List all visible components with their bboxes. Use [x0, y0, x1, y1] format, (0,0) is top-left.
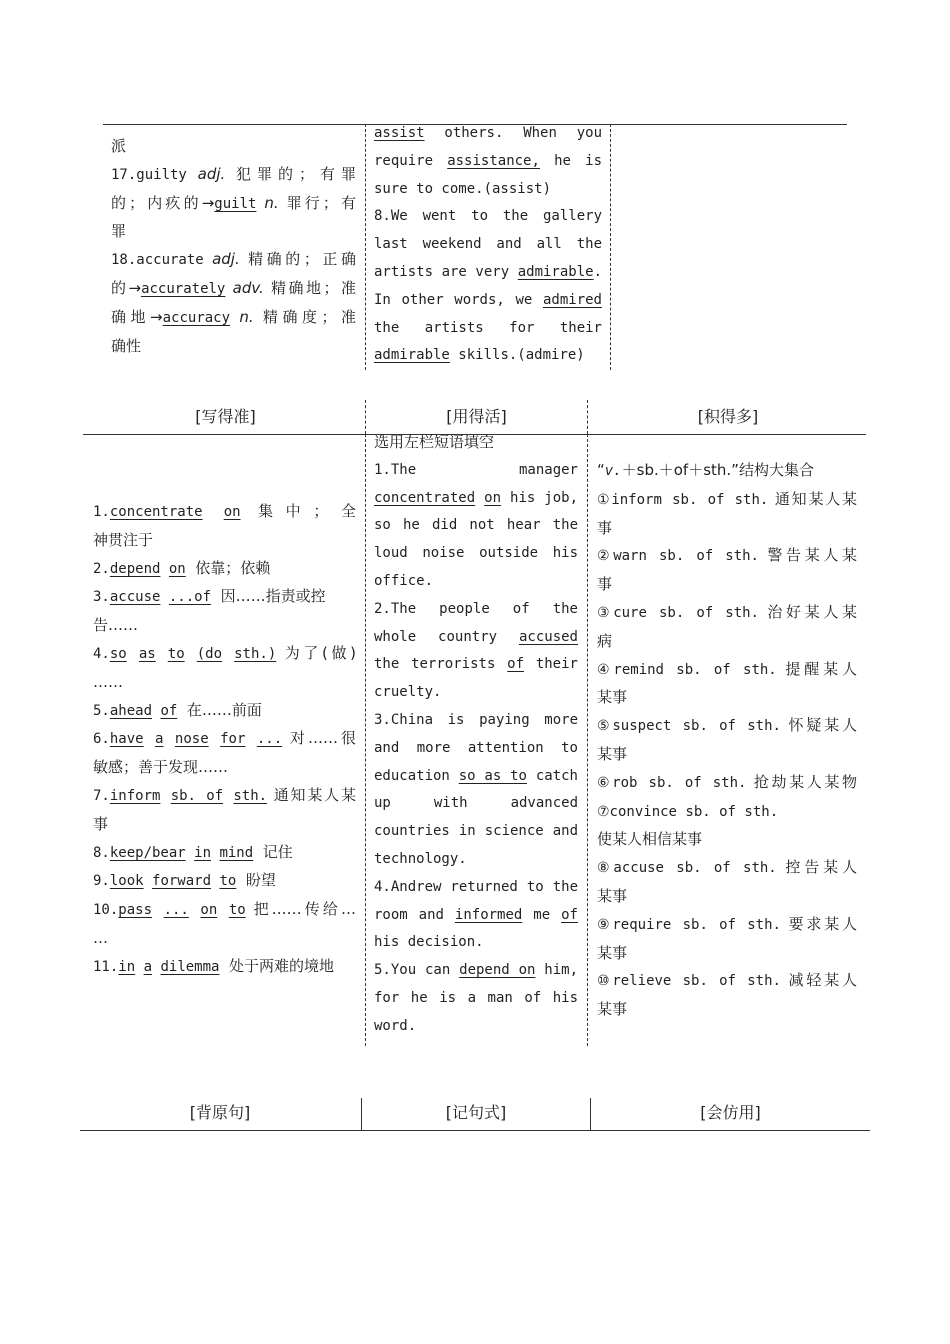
text: office. — [374, 572, 434, 589]
phrase: inform — [109, 787, 161, 804]
pos: n. — [264, 193, 279, 212]
phrase: in — [118, 958, 136, 975]
list-item — [597, 854, 857, 883]
num: 3. — [93, 589, 110, 606]
list-item — [93, 953, 356, 982]
line — [597, 741, 857, 769]
line — [374, 790, 578, 818]
line — [374, 735, 578, 763]
line — [93, 811, 356, 839]
pos: adj. — [197, 164, 226, 183]
meaning: 治好某人某 — [767, 602, 857, 621]
line — [111, 133, 356, 161]
list-item — [597, 542, 857, 571]
line — [374, 540, 578, 568]
line — [597, 628, 857, 656]
text: for he is a man of his — [374, 989, 578, 1006]
phrase: so — [109, 645, 127, 662]
header-write-accurately: [写得准] — [195, 407, 256, 426]
meaning: 通知某人某 — [774, 489, 857, 508]
text: 犯罪的；有罪 — [236, 164, 356, 183]
text: last weekend and all the — [374, 236, 602, 253]
answer: on — [484, 489, 502, 506]
phrase: ... — [256, 731, 283, 748]
text: and more attention to — [374, 739, 578, 756]
list-item — [93, 725, 356, 754]
list-item — [93, 867, 356, 896]
phrase: to — [167, 645, 185, 662]
phrase: to — [228, 902, 246, 919]
phrase: ①inform sb. of sth. — [597, 491, 769, 508]
text: him, — [544, 962, 578, 979]
list-item — [93, 697, 356, 726]
phrase: on — [200, 902, 218, 919]
line — [111, 246, 356, 275]
line — [374, 596, 578, 624]
line — [111, 333, 356, 361]
meaning: 提醒某人 — [785, 659, 857, 678]
text: 选用左栏短语填空 — [374, 433, 495, 451]
text: the terrorists — [374, 656, 496, 673]
text: his job, — [510, 489, 579, 506]
phrase: a — [143, 958, 153, 975]
num: 11. — [93, 958, 119, 975]
text: . — [593, 263, 603, 280]
phrase: ⑤suspect sb. of sth. — [597, 718, 781, 735]
body-divider-2 — [587, 434, 588, 1046]
phrase: of — [160, 702, 178, 719]
line — [111, 218, 356, 246]
meaning: 敏感；善于发现…… — [93, 758, 229, 777]
list-item — [93, 782, 356, 811]
phrase: mind — [219, 844, 254, 861]
answer: guilt — [214, 195, 257, 212]
line — [111, 275, 356, 304]
phrase: ⑩relieve sb. of sth. — [597, 973, 781, 990]
text: sure to come.(assist) — [374, 180, 552, 197]
phrase: look — [109, 873, 144, 890]
phrase: ③cure sb. of sth. — [597, 604, 759, 621]
text: loud noise outside his — [374, 545, 578, 562]
phrase: ②warn sb. of sth. — [597, 548, 759, 565]
phrase: ...of — [168, 589, 212, 606]
text: 精确度；准 — [262, 307, 356, 326]
list-item — [93, 583, 356, 612]
text: ＋sb.＋of＋sth.”结构大集合 — [621, 461, 814, 479]
vocab-continued — [111, 133, 356, 360]
phrase: sth. — [233, 787, 268, 804]
num: 5. — [93, 702, 110, 719]
meaning: 为了(做) — [284, 643, 356, 662]
answer: accused — [518, 628, 578, 645]
line — [374, 342, 602, 370]
meaning: 处于两难的境地 — [229, 956, 335, 975]
list-item — [597, 967, 857, 996]
line — [374, 763, 578, 791]
header-imitate-usage: [会仿用] — [700, 1103, 761, 1122]
pos: adj. — [212, 250, 240, 269]
answer: admirable — [374, 347, 450, 364]
fill-in-sentences — [374, 429, 578, 1041]
answer: depend on — [459, 962, 536, 979]
line — [374, 259, 602, 287]
meaning: …… — [93, 672, 123, 691]
line — [597, 515, 857, 543]
line — [93, 754, 356, 782]
phrase: ahead — [109, 702, 153, 719]
line — [374, 846, 578, 874]
meaning: 某事 — [597, 886, 628, 905]
phrase: (do — [196, 645, 223, 662]
meaning: 某事 — [597, 688, 628, 707]
header-accumulate: [积得多] — [697, 407, 759, 426]
line — [374, 624, 578, 652]
meaning: 抢劫某人某物 — [753, 772, 857, 791]
text: 2.The people of the — [374, 600, 578, 617]
line — [374, 707, 578, 735]
list-item — [597, 712, 857, 741]
list-item — [93, 896, 356, 925]
meaning: 要求某人 — [788, 914, 857, 933]
phrase: concentrate — [109, 504, 203, 520]
text: 确地→ — [111, 307, 163, 326]
text: 确性 — [111, 336, 142, 355]
top-divider-1 — [365, 124, 366, 370]
text: artists are very — [374, 263, 510, 280]
text: their — [535, 656, 578, 673]
meaning: 依靠；依赖 — [195, 558, 271, 577]
line — [374, 203, 602, 231]
list-item — [597, 769, 857, 798]
list-item — [597, 599, 857, 628]
text: 派 — [111, 137, 127, 155]
list-item — [93, 498, 356, 527]
num: 4. — [93, 645, 110, 662]
meaning: 事 — [597, 518, 613, 537]
line — [374, 985, 578, 1013]
phrase: accuse — [109, 589, 161, 606]
meaning: 神贯注于 — [93, 530, 154, 549]
answer: so as to — [458, 767, 527, 784]
section-title — [374, 429, 578, 457]
phrase: on — [223, 504, 241, 520]
line — [374, 287, 602, 315]
num: 9. — [93, 873, 110, 890]
line — [374, 929, 578, 957]
line — [374, 231, 602, 259]
text: 罪行；有 — [286, 193, 356, 212]
phrase: pass — [118, 902, 153, 919]
list-item — [597, 656, 857, 685]
structure-collection — [597, 457, 857, 1024]
meaning: 怀疑某人 — [788, 716, 857, 735]
answer: assist — [374, 125, 425, 141]
line — [597, 940, 857, 968]
line — [111, 190, 356, 219]
phrase: ⑨require sb. of sth. — [597, 916, 781, 933]
line — [93, 612, 356, 640]
line — [374, 512, 578, 540]
phrase: for — [220, 731, 246, 748]
line — [597, 684, 857, 712]
num: 1. — [93, 504, 110, 520]
meaning: 事 — [93, 814, 109, 833]
text: others. When you — [444, 125, 602, 141]
meaning: 某事 — [597, 943, 628, 962]
line — [374, 651, 578, 679]
line — [374, 902, 578, 930]
line — [374, 874, 578, 902]
meaning: 事 — [597, 575, 613, 594]
meaning: 对……很 — [289, 729, 356, 748]
line — [93, 925, 356, 953]
line — [111, 304, 356, 333]
answer: of — [507, 656, 525, 673]
phrase: have — [109, 731, 144, 748]
text: require — [374, 152, 434, 169]
phrase: dilemma — [160, 958, 220, 975]
meaning: 盼望 — [245, 871, 276, 890]
list-item — [93, 839, 356, 868]
text: 精确地；准 — [271, 278, 356, 297]
text: room and — [374, 906, 444, 923]
phrase-list — [93, 498, 356, 982]
pos: adv. — [232, 278, 264, 297]
answer: informed — [454, 906, 523, 923]
line — [374, 120, 602, 148]
line — [374, 315, 602, 343]
text: 4.Andrew returned to the — [374, 878, 578, 895]
answer: of — [561, 906, 578, 923]
line — [374, 957, 578, 985]
line — [374, 176, 602, 204]
answer: accurately — [141, 280, 226, 297]
meaning: 减轻某人 — [788, 971, 857, 990]
line — [374, 818, 578, 846]
meaning: 使某人相信某事 — [597, 830, 703, 849]
text: countries in science and — [374, 823, 578, 840]
header-recite-sentences: [背原句] — [189, 1103, 251, 1122]
meaning: 告…… — [93, 616, 139, 635]
line — [597, 571, 857, 599]
meaning: 某事 — [597, 744, 628, 763]
phrase: in — [194, 844, 212, 861]
answer: admirable — [517, 263, 594, 280]
answer: assistance, — [447, 152, 540, 169]
line — [374, 1013, 578, 1041]
text: In other words, we — [374, 291, 533, 308]
phrase: to — [219, 873, 237, 890]
text: cruelty. — [374, 684, 442, 701]
text: his decision. — [374, 934, 484, 951]
text: the artists for their — [374, 319, 602, 336]
list-item — [597, 486, 857, 515]
line — [597, 996, 857, 1024]
list-item — [597, 798, 857, 827]
phrase: a — [155, 731, 164, 748]
line — [374, 457, 578, 485]
line — [374, 679, 578, 707]
meaning: 某事 — [597, 1000, 628, 1019]
text: 精确的；正确 — [248, 250, 356, 269]
line — [374, 485, 578, 513]
list-item — [597, 911, 857, 940]
line — [597, 826, 857, 854]
pos: n. — [239, 307, 254, 326]
meaning: 警告某人某 — [767, 546, 857, 565]
word: 18.accurate — [111, 252, 204, 269]
text: 的→ — [111, 278, 142, 297]
meaning: 通知某人某 — [273, 785, 356, 804]
body-divider-1 — [365, 434, 366, 1046]
text: “ — [597, 461, 605, 479]
phrase: ④remind sb. of sth. — [597, 661, 777, 678]
phrase: ⑦convince sb. of sth. — [597, 803, 779, 820]
meaning: 病 — [597, 631, 613, 650]
phrase: as — [138, 645, 156, 662]
line — [93, 669, 356, 697]
list-item — [93, 640, 356, 669]
meaning: 集中；全 — [257, 502, 356, 520]
phrase: on — [168, 560, 186, 577]
text: up with advanced — [374, 795, 578, 812]
meaning: … — [93, 928, 108, 947]
answer: admired — [542, 291, 602, 308]
word: 17.guilty — [111, 166, 187, 183]
line — [374, 568, 578, 596]
meaning: 控告某人 — [785, 858, 857, 877]
header-use-flexibly: [用得活] — [446, 407, 507, 426]
line — [93, 527, 356, 555]
header2-rule — [80, 1130, 870, 1131]
phrase: ⑧accuse sb. of sth. — [597, 860, 777, 877]
meaning: 把……传给… — [253, 900, 356, 919]
text: me — [533, 906, 551, 923]
text: 5.You can — [374, 962, 451, 979]
text: skills.(admire) — [458, 347, 585, 364]
text: whole country — [374, 628, 498, 645]
text: 罪 — [111, 222, 127, 241]
num: 6. — [93, 731, 110, 748]
text: 3.China is paying more — [374, 711, 578, 728]
phrase: ⑥rob sb. of sth. — [597, 774, 747, 791]
text: so he did not hear the — [374, 517, 578, 534]
answer: accuracy — [162, 309, 231, 326]
text: catch — [535, 767, 578, 784]
text: 的；内疚的→ — [111, 193, 215, 212]
sentences-continued — [374, 120, 602, 370]
text: manager — [518, 461, 578, 478]
phrase: nose — [174, 731, 209, 748]
header-remember-patterns: [记句式] — [445, 1103, 507, 1122]
text: technology. — [374, 850, 467, 867]
phrase: keep/bear — [109, 844, 186, 861]
top-divider-2 — [610, 124, 611, 370]
meaning: 因……指责或控 — [220, 587, 326, 606]
line — [374, 148, 602, 176]
phrase: ... — [163, 902, 189, 919]
line — [597, 883, 857, 911]
meaning: 记住 — [262, 842, 293, 861]
text: 8.We went to the gallery — [374, 208, 602, 225]
section-title — [597, 457, 857, 486]
pos: v. — [604, 463, 622, 479]
list-item — [93, 555, 356, 584]
answer: concentrated — [374, 489, 476, 506]
phrase: forward — [152, 873, 212, 890]
num: 8. — [93, 844, 110, 861]
text: education — [374, 767, 450, 784]
line — [111, 161, 356, 190]
text: he is — [554, 152, 602, 169]
num: 10. — [93, 902, 119, 919]
text: word. — [374, 1017, 417, 1034]
meaning: 在……前面 — [186, 700, 262, 719]
phrase: depend — [109, 560, 161, 577]
num: 7. — [93, 787, 110, 804]
phrase: sb. of — [170, 787, 224, 804]
text: 1.The — [374, 461, 417, 478]
phrase: sth.) — [234, 645, 277, 662]
num: 2. — [93, 560, 110, 577]
